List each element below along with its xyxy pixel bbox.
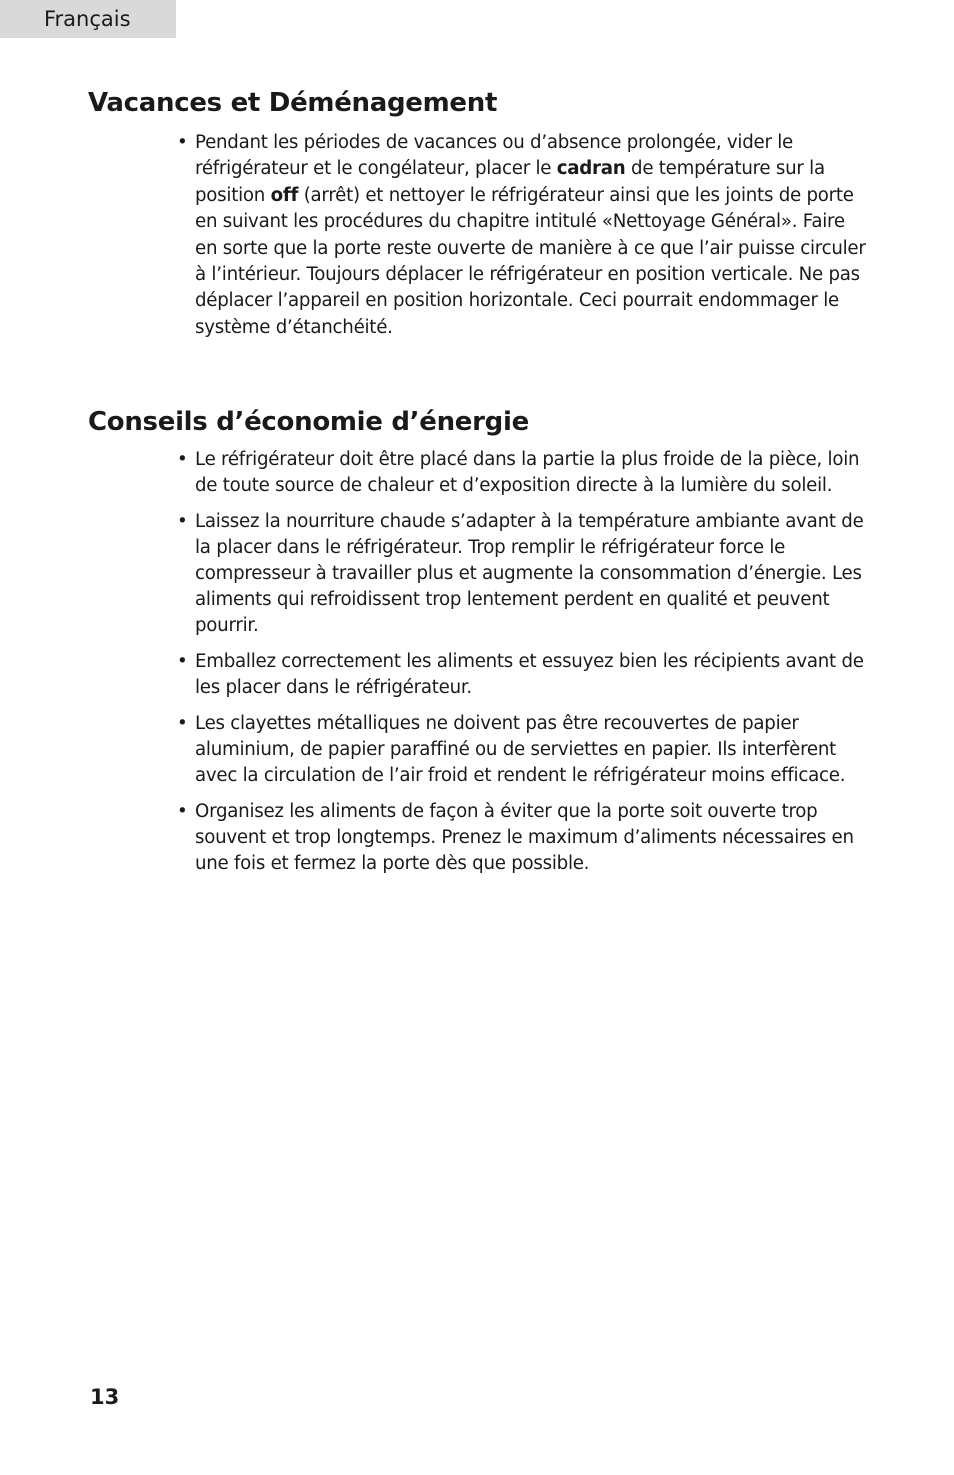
language-tab: Français xyxy=(0,0,176,38)
list-item xyxy=(177,130,867,341)
section-title-vacances: Vacances et Déménagement xyxy=(88,88,498,118)
section-economie-energie xyxy=(88,405,878,887)
bullet-list-vacances xyxy=(88,130,878,341)
bullet-glyph: • xyxy=(177,449,188,470)
list-item xyxy=(177,711,867,789)
bullet-text: Le réfrigérateur doit être placé dans la partie la plus froide de la pièce, loin de toute source de chaleur et d’exposition directe à la lumière du soleil. xyxy=(195,449,860,496)
bullet-text: Emballez correctement les aliments et essuyez bien les récipients avant de les placer dans le réfrigérateur. xyxy=(195,651,864,698)
bold-term-off: off xyxy=(270,184,299,206)
page-number: 13 xyxy=(90,1385,120,1409)
list-item xyxy=(177,509,867,639)
bullet-glyph: • xyxy=(177,713,188,734)
bullet-glyph: • xyxy=(177,511,188,532)
bullet-text: Laissez la nourriture chaude s’adapter à la température ambiante avant de la placer dans le réfrigérateur. Trop remplir le réfrigérateur force le compresseur à travailler plus et augmente la consommation d’énergie. Les aliments qui refroidissent trop lentement perdent en qualité et peuvent pourrir. xyxy=(195,511,864,636)
bullet-text: de température sur la position xyxy=(195,158,825,206)
list-item xyxy=(177,799,867,877)
bullet-text: (arrêt) et nettoyer le réfrigérateur ainsi que les joints de porte en suivant les procédures du chapitre intitulé «Nettoyage Général». Faire en sorte que la porte reste ouverte de manière à ce que l’air puisse circuler à l’intérieur. Toujours déplacer le réfrigérateur en position verticale. Ne pas déplacer l’appareil en position horizontale. Ceci pourrait endommager le système d’étanchéité. xyxy=(195,184,866,338)
bullet-list-economie xyxy=(88,447,878,877)
section-vacances xyxy=(88,86,878,341)
bullet-glyph: • xyxy=(177,132,188,153)
bullet-text: Organisez les aliments de façon à éviter que la porte soit ouverte trop souvent et trop longtemps. Prenez le maximum d’aliments nécessaires en une fois et fermez la porte dès que possible. xyxy=(195,801,854,874)
bold-term-cadran: cadran xyxy=(556,158,626,180)
bullet-text: Les clayettes métalliques ne doivent pas être recouvertes de papier aluminium, de papier paraffiné ou de serviettes en papier. Ils interfèrent avec la circulation de l’air froid et rendent le réfrigérateur moins efficace. xyxy=(195,713,846,786)
bullet-glyph: • xyxy=(177,651,188,672)
bullet-text: Pendant les périodes de vacances ou d’absence prolongée, vider le réfrigérateur et le congélateur, placer le xyxy=(195,132,793,180)
list-item xyxy=(177,649,867,701)
list-item xyxy=(177,447,867,499)
bullet-glyph: • xyxy=(177,801,188,822)
section-title-economie: Conseils d’économie d’énergie xyxy=(88,407,529,437)
